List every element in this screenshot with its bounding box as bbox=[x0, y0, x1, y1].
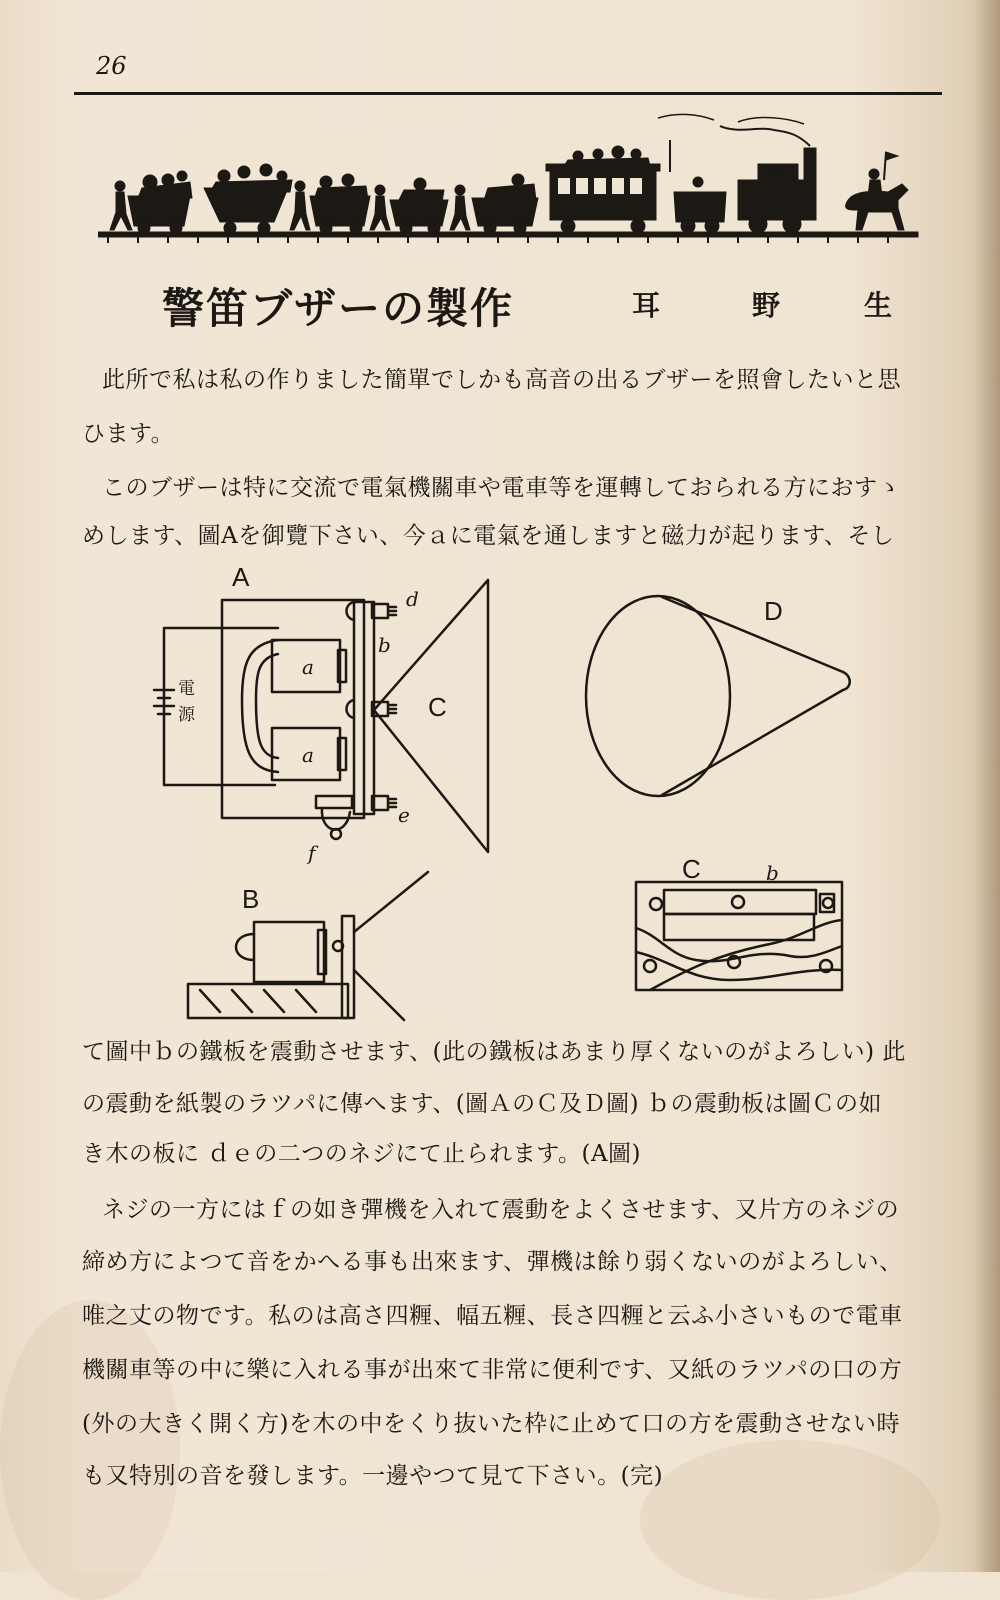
author-char: 生 bbox=[864, 289, 893, 322]
figure-a-label: A bbox=[232, 562, 250, 592]
page-spine-shadow bbox=[974, 0, 1000, 1572]
paragraph-line: このブザーは特に交流で電氣機關車や電車等を運轉しておられる方におすゝ bbox=[102, 475, 901, 501]
paragraph-line: ネジの一方にはｆの如き彈機を入れて震動をよくさせます、又片方のネジの bbox=[102, 1197, 900, 1223]
buzzer-diagrams bbox=[150, 560, 870, 1030]
figure-d-paper-horn bbox=[586, 596, 850, 796]
coil-a-label: a bbox=[302, 743, 314, 767]
power-source-label: 源 bbox=[178, 705, 195, 725]
paragraph-line: ひます。 bbox=[82, 421, 175, 447]
plate-b-label: b bbox=[766, 861, 779, 885]
author-byline bbox=[632, 284, 902, 328]
horn-c-label: C bbox=[428, 692, 447, 722]
plate-b-label: b bbox=[378, 633, 391, 657]
paragraph-line: (外の大きく開く方)を木の中をくり抜いた枠に止めて口の方を震動させない時 bbox=[82, 1411, 900, 1437]
power-source-label: 電 bbox=[178, 679, 195, 699]
coil-a-label: a bbox=[302, 655, 314, 679]
paragraph-line: 機關車等の中に樂に入れる事が出來て非常に便利です、又紙のラツパの口の方 bbox=[82, 1357, 903, 1383]
header-rule bbox=[74, 92, 942, 95]
paragraph-line: も又特別の音を發します。一邊やつて見て下さい。(完) bbox=[82, 1463, 664, 1489]
paragraph-line: めします、圖Aを御覽下さい、今ａに電氣を通しますと磁力が起ります、そし bbox=[82, 523, 895, 549]
page-number: 26 bbox=[96, 52, 127, 80]
author-char: 野 bbox=[752, 289, 781, 322]
article-title: 警笛ブザーの製作 bbox=[162, 284, 515, 333]
screw-e-label: e bbox=[398, 803, 410, 827]
author-char: 耳 bbox=[632, 289, 661, 322]
figure-c-wood-block bbox=[636, 882, 842, 990]
figure-b-side-view bbox=[188, 872, 428, 1020]
spring-f-label: f bbox=[308, 841, 316, 865]
screw-d-label: d bbox=[406, 587, 419, 611]
figure-d-label: D bbox=[764, 596, 783, 626]
paragraph-line: 此所で私は私の作りました簡單でしかも高音の出るブザーを照會したいと思 bbox=[102, 367, 901, 393]
paragraph-line: の震動を紙製のラツパに傳へます、(圖ＡのＣ及Ｄ圖) ｂの震動板は圖Ｃの如 bbox=[82, 1091, 882, 1117]
figure-c-label: C bbox=[682, 854, 701, 884]
paragraph-line: 唯之丈の物です。私のは高さ四糎、幅五糎、長さ四糎と云ふ小さいもので電車 bbox=[82, 1303, 903, 1329]
paragraph-line: き木の板に ｄｅの二つのネジにて止られます。(A圖) bbox=[82, 1141, 642, 1167]
train-silhouette-illustration bbox=[98, 110, 920, 245]
paragraph-line: て圖中ｂの鐵板を震動させます、(此の鐵板はあまり厚くないのがよろしい) 此 bbox=[82, 1039, 906, 1065]
paragraph-line: 締め方によつて音をかへる事も出來ます、彈機は餘り弱くないのがよろしい、 bbox=[82, 1249, 903, 1275]
water-stain bbox=[0, 1300, 180, 1600]
figure-b-label: B bbox=[242, 884, 260, 914]
